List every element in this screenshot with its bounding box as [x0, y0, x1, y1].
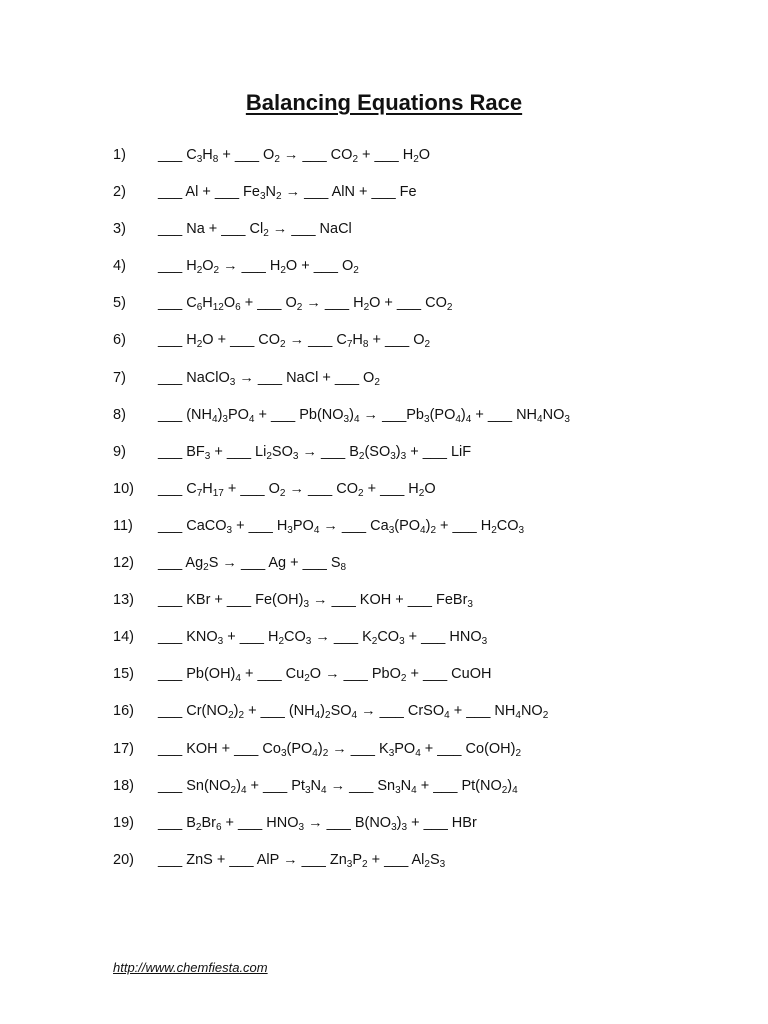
equation-number: 20): [113, 851, 134, 868]
equation-row: [0, 664, 768, 701]
equation-row: [0, 368, 768, 405]
equation-number: 19): [113, 814, 134, 831]
equation-row: [0, 776, 768, 813]
equation-row: [0, 739, 768, 776]
equation-number: 14): [113, 629, 134, 646]
equation-number: 11): [113, 517, 133, 534]
equation-number: 2): [113, 184, 126, 201]
footer: [113, 960, 268, 975]
equation-number: 10): [113, 480, 134, 497]
equation-number: 17): [113, 740, 134, 757]
equation-row: [0, 813, 768, 850]
equation-number: 5): [113, 295, 126, 312]
equation-text: ___ $(NH_4)_3PO_4$ + ___ $Pb(NO_3)_4$ → $\_\_\_Pb_3(PO_4)_4$ + ___ $NH_4NO_3$: [158, 406, 570, 425]
equation-text: ___ KBr + ___ $Fe(OH)_3$ → ___ KOH + ___ FeBr$_3$: [158, 592, 473, 611]
equation-number: 7): [113, 369, 126, 386]
equation-text: ___ $KNO_3$ + ___ $H_2CO_3$ → ___ $K_2CO_3$ + ___ $HNO_3$: [158, 629, 488, 648]
equation-text: ___ NaClO$_3$ → ___ NaCl + ___ $O_2$: [158, 369, 380, 388]
equation-number: 12): [113, 555, 134, 572]
equation-text: ___ Al + ___ $Fe_3N_2$ → ___ AlN + ___ Fe: [158, 184, 417, 203]
equation-text: ___ $Ag_2S$ → ___ Ag + ___ $S_8$: [158, 555, 347, 574]
equation-row: [0, 293, 768, 330]
equation-text: ___ CaCO$_3$ + ___ $H_3PO_4$ → ___ $Ca_3(PO_4)_2$ + ___ $H_2CO_3$: [158, 517, 525, 536]
equation-text: ___ Na + ___ $Cl_2$ → ___ NaCl: [158, 221, 352, 240]
equation-number: 6): [113, 332, 126, 349]
equation-row: [0, 516, 768, 553]
equation-row: [0, 627, 768, 664]
equation-text: ___ KOH + ___ $Co_3(PO_4)_2$ → ___ $K_3PO_4$ + ___ $Co(OH)_2$: [158, 740, 522, 759]
footer-url: http://www.chemfiesta.com: [113, 960, 268, 975]
equation-text: ___ $Pb(OH)_4$ + ___ $Cu_2O$ → ___ PbO$_2$ + ___ CuOH: [158, 666, 492, 685]
equation-number: 9): [113, 443, 126, 460]
equation-row: [0, 701, 768, 738]
equation-text: ___ $C_6H_{12}O_6$ + ___ $O_2$ → ___ $H_2O$ + ___ $CO_2$: [158, 295, 453, 314]
equation-text: ___ $B_2Br_6$ + ___ $HNO_3$ → ___ $B(NO_3)_3$ + ___ HBr: [158, 814, 477, 833]
equation-row: [0, 182, 768, 219]
equation-text: ___ $H_2O$ + ___ $CO_2$ → ___ $C_7H_8$ + ___ $O_2$: [158, 332, 431, 351]
equation-number: 16): [113, 703, 134, 720]
equation-row: [0, 553, 768, 590]
equation-row: [0, 219, 768, 256]
equation-text: ___ $BF_3$ + ___ $Li_2SO_3$ → ___ $B_2(SO_3)_3$ + ___ LiF: [158, 443, 472, 462]
equation-number: 8): [113, 406, 126, 423]
equation-text: ___ $C_3H_8$ + ___ $O_2$ → ___ $CO_2$ + ___ $H_2O$: [158, 147, 431, 165]
equation-number: 13): [113, 592, 134, 609]
equation-row: [0, 256, 768, 293]
equation-row: [0, 145, 768, 182]
equation-text: ___ $C_7H_{17}$ + ___ $O_2$ → ___ $CO_2$ + ___ $H_2O$: [158, 480, 436, 499]
equation-row: [0, 590, 768, 627]
equation-text: ___ $Sn(NO_2)_4$ + ___ $Pt_3N_4$ → ___ $Sn_3N_4$ + ___ $Pt(NO_2)_4$: [158, 777, 518, 796]
equation-row: [0, 405, 768, 442]
equation-text: ___ $H_2O_2$ → ___ $H_2O$ + ___ $O_2$: [158, 258, 359, 277]
equation-row: [0, 442, 768, 479]
page-title: Balancing Equations Race: [245, 90, 523, 115]
equation-row: [0, 850, 768, 887]
equation-number: 18): [113, 777, 134, 794]
equation-text: ___ ZnS + ___ AlP → ___ $Zn_3P_2$ + ___ $Al_2S_3$: [158, 851, 446, 870]
equation-number: 4): [113, 258, 126, 275]
equation-row: [0, 330, 768, 367]
equation-list: [0, 145, 768, 887]
equation-number: 3): [113, 221, 126, 238]
equation-number: 1): [113, 147, 126, 163]
equation-text: ___ $Cr(NO_2)_2$ + ___ $(NH_4)_2SO_4$ → ___ CrSO$_4$ + ___ $NH_4NO_2$: [158, 703, 549, 722]
equation-number: 15): [113, 666, 134, 683]
equation-row: [0, 479, 768, 516]
